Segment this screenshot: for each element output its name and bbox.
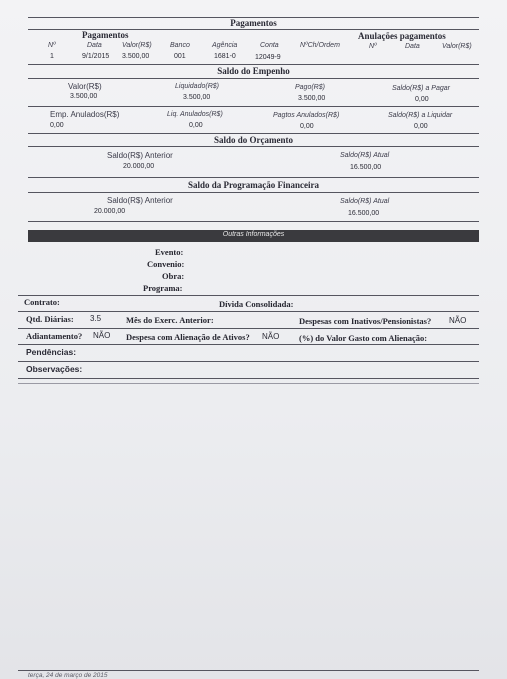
saldo-liquidar-label: Saldo(R$) a Liquidar [388,112,453,119]
footer-date: terça, 24 de março de 2015 [28,672,108,679]
liq-anulados-label: Liq. Anulados(R$) [167,111,223,118]
saldo-pagar-label: Saldo(R$) a Pagar [392,85,450,92]
emp-anulados-value: 0,00 [50,122,64,129]
footer-divider [18,670,479,671]
orcamento-atual-value: 16.500,00 [350,164,382,171]
divider [28,221,479,222]
saldo-pagar-value: 0,00 [415,96,429,103]
divider [18,361,479,362]
anul-header-data: Data [405,43,420,50]
programacao-anterior-value: 20.000,00 [94,208,126,215]
orcamento-anterior-label: Saldo(R$) Anterior [107,151,173,160]
section-title-saldo-programacao: Saldo da Programação Financeira [187,180,320,190]
col-header-data: Data [87,42,102,49]
divider [18,311,479,312]
orcamento-anterior-value: 20.000,00 [123,163,155,170]
anul-header-n: Nº [369,43,377,50]
adiantamento-label: Adiantamento? [26,331,83,341]
row-n: 1 [50,53,54,60]
contrato-label: Contrato: [24,297,60,307]
programacao-anterior-label: Saldo(R$) Anterior [107,196,173,205]
pagamentos-subtitle: Pagamentos [82,30,129,40]
col-header-valor: Valor(R$) [122,42,152,49]
pagtos-anulados-label: Pagtos Anulados(R$) [273,112,340,119]
divider [28,177,479,178]
pagtos-anulados-value: 0,00 [300,123,314,130]
liq-anulados-value: 0,00 [189,122,203,129]
pendencias-label: Pendências: [26,347,77,357]
section-title-saldo-empenho: Saldo do Empenho [217,66,290,76]
qtd-diarias-label: Qtd. Diárias: [26,314,74,324]
row-agencia: 1681-0 [214,53,236,60]
divider [18,378,479,379]
valor-value: 3.500,00 [70,93,98,100]
observacoes-label: Observações: [26,364,83,374]
section-title-pagamentos: Pagamentos [230,18,277,28]
divider [28,106,479,107]
divider [18,383,479,384]
divider [28,64,479,65]
divider [28,78,479,79]
evento-label: Evento: [155,247,184,257]
col-header-n: Nº [48,42,56,49]
col-header-ch-ordem: NºCh/Ordem [300,42,340,49]
anulacoes-subtitle: Anulações pagamentos [358,31,446,41]
divida-label: Dívida Consolidada: [219,299,294,309]
divider [28,192,479,193]
anul-header-valor: Valor(R$) [442,43,472,50]
section-bar-outras [28,230,479,242]
pct-alienacao-label: (%) do Valor Gasto com Alienação: [299,333,428,343]
row-data: 9/1/2015 [82,53,110,60]
alienacao-label: Despesa com Alienação de Ativos? [126,332,250,342]
obra-label: Obra: [162,271,185,281]
row-banco: 001 [174,53,186,60]
emp-anulados-label: Emp. Anulados(R$) [50,110,120,119]
adiantamento-value: NÃO [93,331,111,340]
programa-label: Programa: [143,283,183,293]
qtd-diarias-value: 3.5 [90,314,102,323]
divider [28,146,479,147]
programacao-atual-label: Saldo(R$) Atual [340,198,390,205]
section-title-saldo-orcamento: Saldo do Orçamento [213,135,293,145]
pago-value: 3.500,00 [298,95,326,102]
convenio-label: Convenio: [147,259,185,269]
pago-label: Pago(R$) [295,84,325,91]
section-title-outras: Outras Informações [222,231,285,238]
divider [18,295,479,296]
liquidado-value: 3.500,00 [183,94,211,101]
col-header-banco: Banco [170,42,190,49]
saldo-liquidar-value: 0,00 [414,123,428,130]
despesas-inativos-label: Despesas com Inativos/Pensionistas? [299,316,432,326]
row-valor: 3.500,00 [122,53,150,60]
divider [18,328,479,329]
orcamento-atual-label: Saldo(R$) Atual [340,152,390,159]
liquidado-label: Liquidado(R$) [175,83,219,90]
col-header-conta: Conta [260,42,279,49]
mes-exerc-label: Mês do Exerc. Anterior: [126,315,214,325]
divider [28,133,479,134]
col-header-agencia: Agência [212,42,238,49]
programacao-atual-value: 16.500,00 [348,210,380,217]
alienacao-value: NÃO [262,332,280,341]
row-conta: 12049-9 [255,54,281,61]
valor-label: Valor(R$) [68,82,102,91]
divider [18,344,479,345]
despesas-inativos-value: NÃO [449,316,467,325]
